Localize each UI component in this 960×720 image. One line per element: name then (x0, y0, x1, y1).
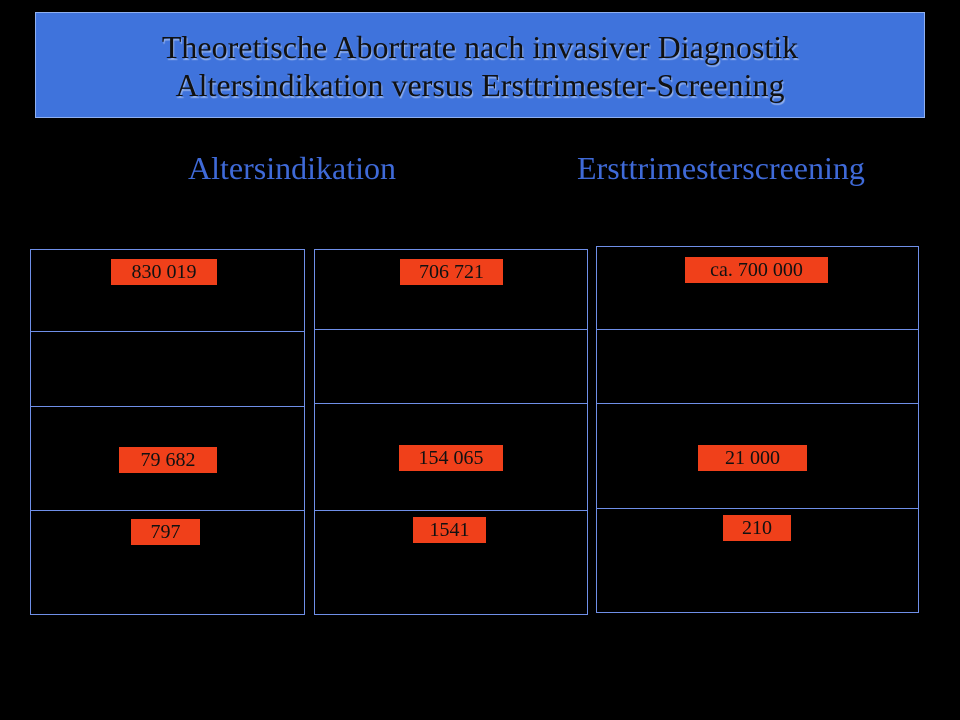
value-top: 830 019 (111, 259, 217, 285)
heading-ersttrimesterscreening: Ersttrimesterscreening (577, 150, 865, 186)
box-divider (315, 510, 587, 511)
value-mid: 21 000 (698, 445, 807, 471)
title-line-2: Altersindikation versus Ersttrimester-Screening (175, 67, 785, 103)
box-divider (31, 406, 304, 407)
box-divider (315, 329, 587, 330)
title-banner (35, 12, 925, 118)
box-divider (597, 403, 918, 404)
box-divider (31, 331, 304, 332)
title-line-1: Theoretische Abortrate nach invasiver Diagnostik (161, 29, 799, 65)
box-altersindikation-1 (30, 249, 305, 615)
box-altersindikation-2 (314, 249, 588, 615)
value-top: 706 721 (400, 259, 503, 285)
box-divider (597, 508, 918, 509)
box-ersttrimesterscreening (596, 246, 919, 613)
value-mid: 154 065 (399, 445, 503, 471)
value-bottom: 210 (723, 515, 791, 541)
value-bottom: 1541 (413, 517, 486, 543)
box-divider (31, 510, 304, 511)
box-divider (315, 403, 587, 404)
box-divider (597, 329, 918, 330)
value-top: ca. 700 000 (685, 257, 828, 283)
value-bottom: 797 (131, 519, 200, 545)
heading-altersindikation: Altersindikation (188, 150, 396, 186)
value-mid: 79 682 (119, 447, 217, 473)
